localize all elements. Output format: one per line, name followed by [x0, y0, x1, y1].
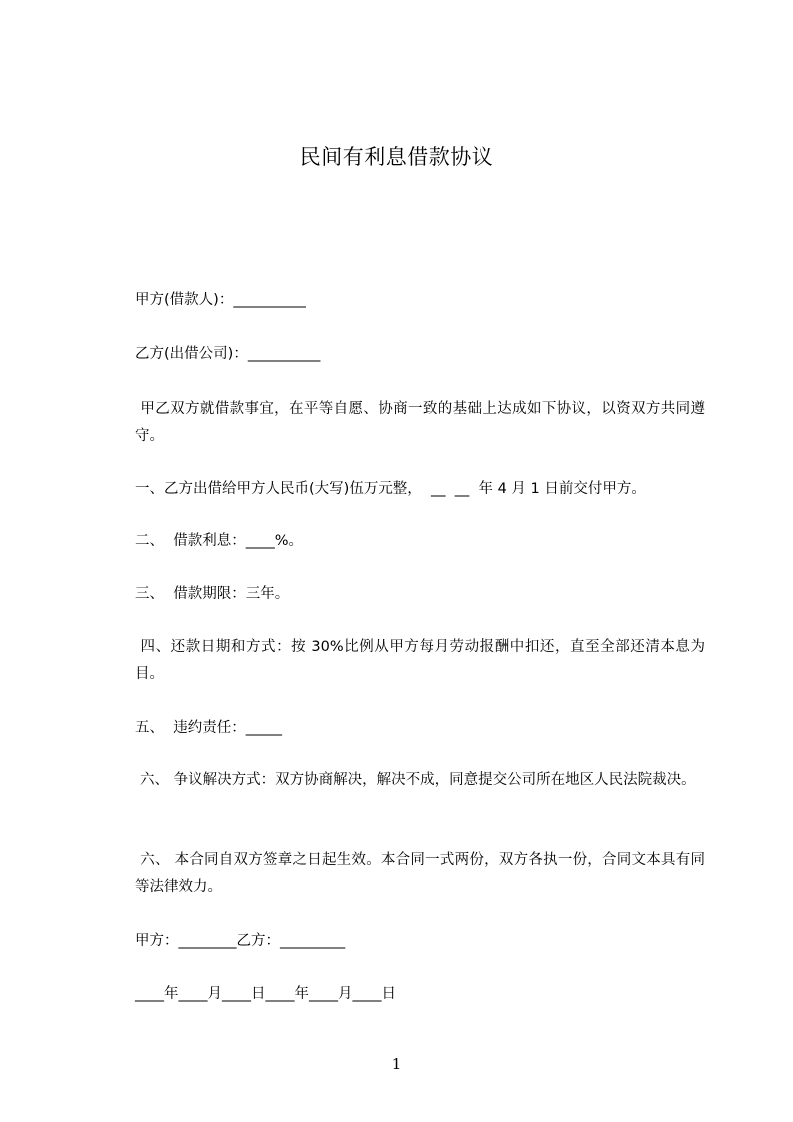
- clause-2: 二、 借款利息：____%。: [135, 533, 303, 549]
- clause-4-paragraph: [135, 634, 705, 688]
- clause-5: 五、 违约责任：_____: [135, 720, 282, 736]
- party-a-line: 甲方(借款人)：__________: [135, 292, 306, 308]
- clause-6a-paragraph: [135, 767, 705, 794]
- intro-paragraph: [135, 396, 705, 450]
- clause-6b-paragraph: [135, 847, 705, 901]
- intro-text: 甲乙双方就借款事宜，在平等自愿、协商一致的基础上达成如下协议，以资双方共同遵守。: [135, 401, 705, 444]
- date-line: ____年____月____日____年____月____日: [135, 986, 396, 1002]
- clause-6a-text: 六、 争议解决方式：双方协商解决，解决不成，同意提交公司所在地区人民法院裁决。: [140, 772, 696, 788]
- document-title: 民间有利息借款协议: [299, 145, 494, 169]
- page-number: 1: [391, 1055, 402, 1073]
- clause-3: 三、 借款期限：三年。: [135, 586, 290, 602]
- party-b-line: 乙方(出借公司)：__________: [135, 346, 321, 362]
- signature-line: 甲方：________乙方：_________: [135, 933, 346, 949]
- clause-1: 一、乙方出借给甲方人民币(大写)伍万元整， __ __ 年 4 月 1 日前交付甲方。: [135, 481, 646, 497]
- clause-4-text: 四、还款日期和方式：按 30%比例从甲方每月劳动报酬中扣还，直至全部还清本息为目。: [135, 639, 705, 682]
- clause-6b-text: 六、 本合同自双方签章之日起生效。本合同一式两份，双方各执一份，合同文本具有同等法律效力。: [135, 852, 705, 895]
